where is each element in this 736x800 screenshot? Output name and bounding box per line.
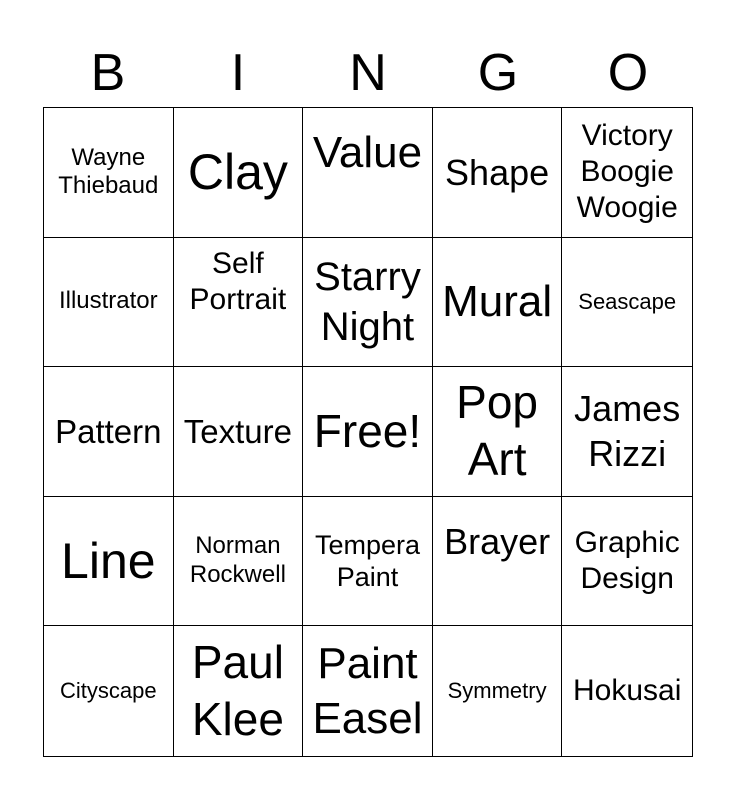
cell-text: Graphic Design bbox=[574, 526, 680, 596]
bingo-cell[interactable] bbox=[303, 367, 433, 497]
bingo-cell[interactable] bbox=[562, 238, 692, 368]
bingo-cell[interactable] bbox=[303, 108, 433, 238]
bingo-cell[interactable] bbox=[562, 108, 692, 238]
cell-text: Line bbox=[61, 533, 156, 590]
bingo-cell[interactable] bbox=[433, 367, 563, 497]
cell-text: Symmetry bbox=[447, 678, 547, 703]
bingo-board bbox=[43, 107, 693, 757]
cell-text: Mural bbox=[442, 277, 553, 327]
bingo-cell[interactable] bbox=[44, 626, 174, 756]
cell-text: Paint Easel bbox=[312, 639, 423, 744]
bingo-cell[interactable] bbox=[44, 238, 174, 368]
bingo-cell[interactable] bbox=[44, 497, 174, 627]
cell-text: Pop Art bbox=[456, 375, 539, 486]
bingo-cell[interactable] bbox=[303, 238, 433, 368]
bingo-cell[interactable] bbox=[303, 626, 433, 756]
cell-text: Paul Klee bbox=[191, 635, 284, 746]
cell-text: Tempera Paint bbox=[314, 529, 421, 593]
bingo-cell[interactable] bbox=[174, 108, 304, 238]
header-letter-g: G bbox=[477, 44, 519, 102]
header-letter-n: N bbox=[349, 44, 387, 102]
cell-text: Pattern bbox=[55, 412, 162, 450]
cell-text: Brayer bbox=[444, 520, 551, 562]
bingo-cell[interactable] bbox=[562, 497, 692, 627]
header-letter-b: B bbox=[90, 44, 126, 102]
bingo-cell[interactable] bbox=[433, 238, 563, 368]
cell-text: Seascape bbox=[578, 288, 677, 314]
bingo-cell[interactable] bbox=[174, 497, 304, 627]
bingo-cell[interactable] bbox=[562, 626, 692, 756]
cell-text: Texture bbox=[183, 412, 292, 450]
cell-text: Victory Boogie Woogie bbox=[576, 119, 678, 225]
cell-text: Norman Rockwell bbox=[189, 532, 286, 589]
bingo-cell[interactable] bbox=[433, 497, 563, 627]
header-letter-o: O bbox=[607, 44, 649, 102]
cell-text: Illustrator bbox=[58, 287, 158, 315]
cell-text: Shape bbox=[445, 151, 550, 193]
cell-text: Wayne Thiebaud bbox=[58, 143, 159, 200]
bingo-cell[interactable] bbox=[562, 367, 692, 497]
bingo-cell[interactable] bbox=[174, 626, 304, 756]
cell-text: Hokusai bbox=[573, 674, 682, 708]
cell-text: Starry Night bbox=[314, 254, 421, 349]
bingo-cell[interactable] bbox=[174, 367, 304, 497]
bingo-header bbox=[43, 40, 693, 106]
header-letter-i: I bbox=[230, 44, 246, 102]
cell-text: James Rizzi bbox=[574, 388, 681, 475]
bingo-cell[interactable] bbox=[433, 108, 563, 238]
bingo-cell[interactable] bbox=[174, 238, 304, 368]
cell-text: Self Portrait bbox=[189, 246, 287, 316]
bingo-cell[interactable] bbox=[433, 626, 563, 756]
cell-text: Value bbox=[312, 127, 423, 177]
bingo-cell[interactable] bbox=[44, 367, 174, 497]
cell-text: Clay bbox=[187, 144, 288, 201]
cell-text: Free! bbox=[313, 404, 422, 457]
cell-text: Cityscape bbox=[60, 678, 157, 703]
bingo-cell[interactable] bbox=[44, 108, 174, 238]
bingo-cell[interactable] bbox=[303, 497, 433, 627]
